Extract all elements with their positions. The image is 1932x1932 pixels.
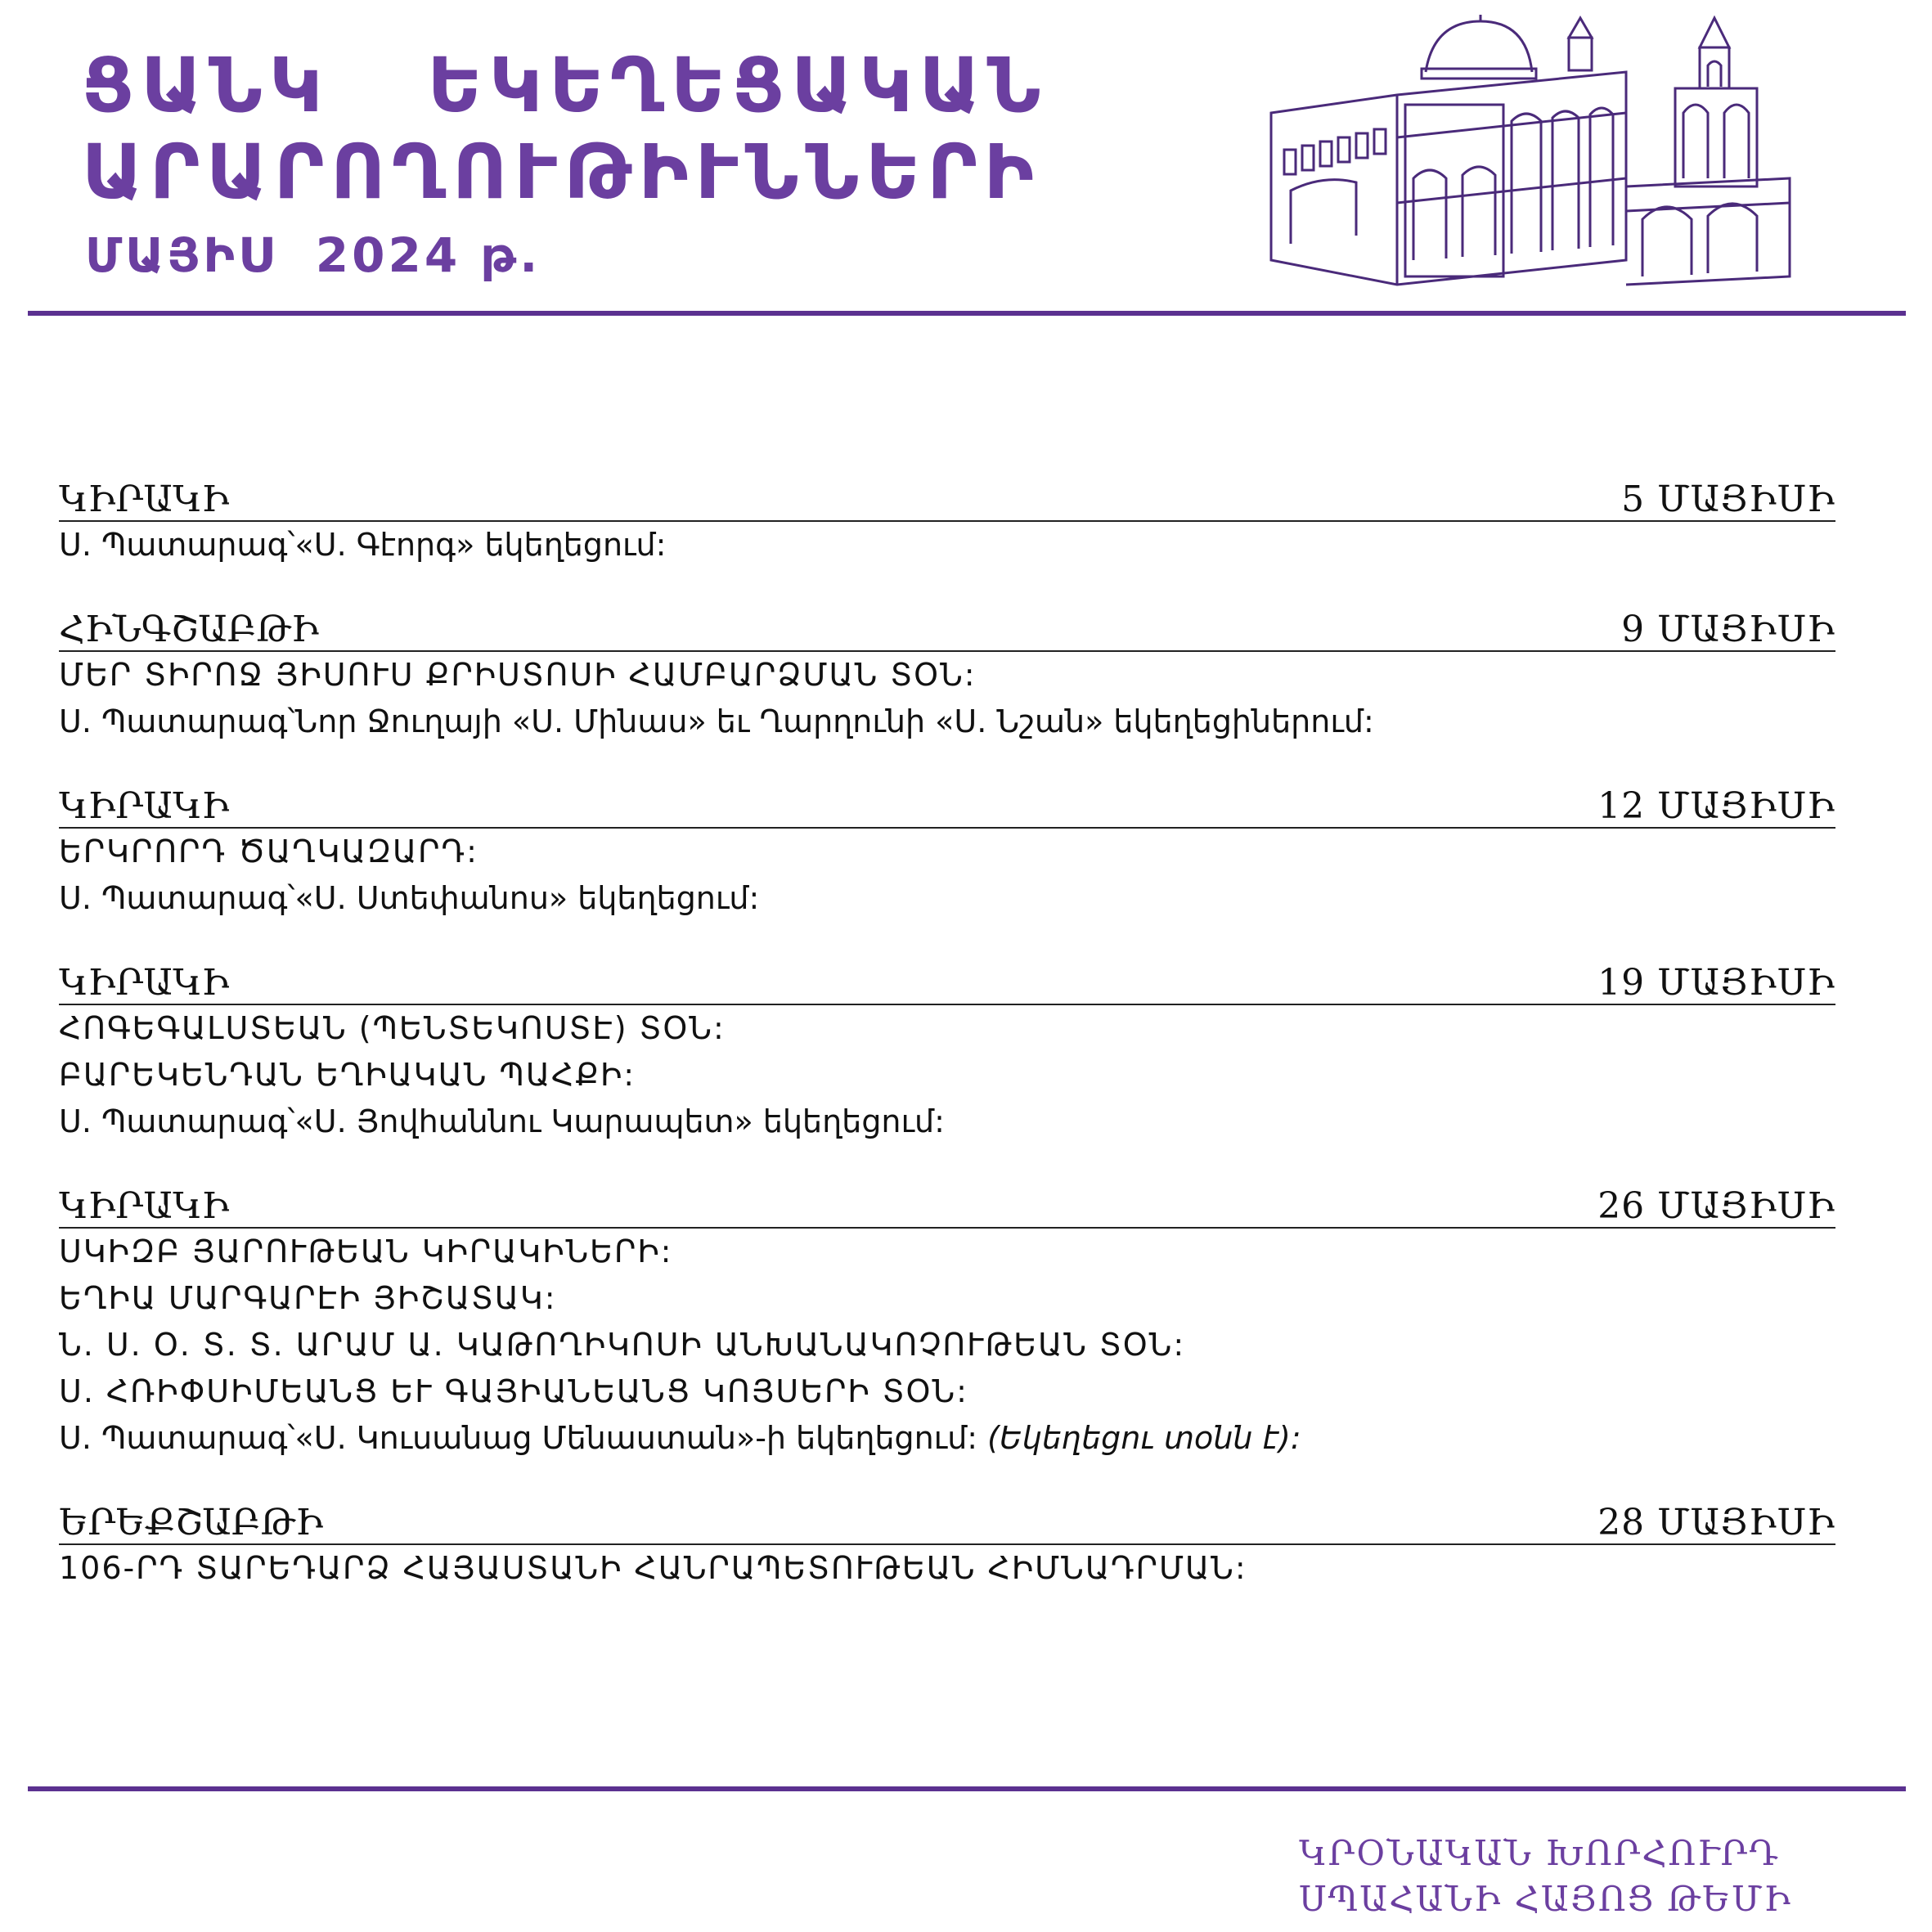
church-illustration [1266, 15, 1798, 294]
event-day: ԿԻՐԱԿԻ [59, 1185, 230, 1227]
event-header [59, 1496, 1835, 1545]
event-line-text: Ս. Պատարագ՝Նոր Ջուղայի «Ս. Մինաս» եւ Ղարղունի «Ս. Նշան» եկեղեցիներում: [59, 703, 1374, 739]
event-line-text: ԵՐԿՐՈՐԴ ԾԱՂԿԱԶԱՐԴ: [59, 833, 479, 869]
event-line-text: Ս. ՀՌԻՓՍԻՄԵԱՆՑ ԵՒ ԳԱՅԻԱՆԵԱՆՑ ԿՈՅՍԵՐԻ ՏՕՆ: [59, 1373, 968, 1409]
event-date: 26 ՄԱՅԻՍԻ [1597, 1185, 1835, 1227]
event-header [59, 473, 1835, 522]
events-list [59, 473, 1835, 1626]
event-line-text: Ս. Պատարագ՝«Ս. Յովհաննու Կարապետ» եկեղեցում: [59, 1103, 945, 1139]
footer-line-1: ԿՐՕՆԱԿԱՆ ԽՈՐՀՈՒՐԴ [1299, 1833, 1780, 1873]
event-feast-line [59, 1368, 1835, 1415]
event-header [59, 1179, 1835, 1229]
title-line-2: ԱՐԱՐՈՂՈՒԹԻՒՆՆԵՐԻ [82, 128, 1040, 216]
event-liturgy-line [59, 699, 1835, 745]
event-line-text: Ն. Ս. Օ. Տ. Տ. ԱՐԱՄ Ա. ԿԱԹՈՂԻԿՈՍԻ ԱՆԽԱՆԱԿՈՉՈՒԹԵԱՆ ՏՕՆ: [59, 1327, 1186, 1363]
event-feast-line [59, 1229, 1835, 1275]
event-header [59, 956, 1835, 1005]
page-title [82, 43, 1047, 216]
event-date: 5 ՄԱՅԻՍԻ [1621, 479, 1835, 520]
event-line-text: ՍԿԻԶԲ ՅԱՐՈՒԹԵԱՆ ԿԻՐԱԿԻՆԵՐԻ: [59, 1233, 673, 1269]
event-day: ԵՐԵՔՇԱԲԹԻ [59, 1502, 324, 1543]
event-header [59, 603, 1835, 652]
event-line-note: (Եկեղեցու տօնն է): [987, 1420, 1301, 1456]
event-feast-line [59, 652, 1835, 699]
event-entry [59, 780, 1835, 922]
event-day: ՀԻՆԳՇԱԲԹԻ [59, 609, 319, 650]
footer-line-2: ՍՊԱՀԱՆԻ ՀԱՅՈՑ ԹԵՄԻ [1299, 1879, 1792, 1919]
event-feast-line [59, 1322, 1835, 1368]
title-line-1: ՑԱՆԿ ԵԿԵՂԵՑԱԿԱՆ [82, 42, 1048, 129]
event-day: ԿԻՐԱԿԻ [59, 479, 230, 520]
page-subtitle: ՄԱՅԻՍ 2024 թ. [85, 227, 541, 283]
event-date: 28 ՄԱՅԻՍԻ [1597, 1502, 1835, 1543]
event-date: 19 ՄԱՅԻՍԻ [1597, 962, 1835, 1004]
event-feast-line [59, 1052, 1835, 1099]
event-feast-line [59, 1275, 1835, 1322]
event-feast-line [59, 1005, 1835, 1052]
event-liturgy-line [59, 522, 1835, 568]
top-divider [28, 311, 1906, 316]
event-entry [59, 956, 1835, 1145]
event-header [59, 780, 1835, 829]
event-date: 9 ՄԱՅԻՍԻ [1621, 609, 1835, 650]
event-feast-line [59, 829, 1835, 875]
event-line-text: Ս. Պատարագ՝«Ս. Ստեփանոս» եկեղեցում: [59, 880, 760, 916]
event-line-text: Ս. Պատարագ՝«Ս. Գէորգ» եկեղեցում: [59, 527, 667, 563]
event-line-text: ԵՂԻԱ ՄԱՐԳԱՐԷԻ ՅԻՇԱՏԱԿ: [59, 1280, 557, 1316]
event-entry [59, 1496, 1835, 1592]
event-entry [59, 1179, 1835, 1462]
event-liturgy-line [59, 1099, 1835, 1145]
footer-signature [1299, 1831, 1792, 1922]
event-line-text: ԲԱՐԵԿԵՆԴԱՆ ԵՂԻԱԿԱՆ ՊԱՀՔԻ: [59, 1057, 636, 1093]
event-feast-line [59, 1545, 1835, 1592]
event-date: 12 ՄԱՅԻՍԻ [1597, 785, 1835, 827]
event-line-text: Ս. Պատարագ՝«Ս. Կուսանաց Մենաստան»-ի եկեղեցում: [59, 1420, 988, 1456]
event-liturgy-line [59, 1415, 1835, 1462]
event-day: ԿԻՐԱԿԻ [59, 785, 230, 827]
event-line-text: ՀՈԳԵԳԱԼՍՏԵԱՆ (ՊԵՆՏԵԿՈՍՏԷ) ՏՕՆ: [59, 1010, 726, 1046]
bottom-divider [28, 1786, 1906, 1791]
event-entry [59, 473, 1835, 568]
event-entry [59, 603, 1835, 745]
event-liturgy-line [59, 875, 1835, 922]
event-line-text: 106-ՐԴ ՏԱՐԵԴԱՐՁ ՀԱՅԱՍՏԱՆԻ ՀԱՆՐԱՊԵՏՈՒԹԵԱՆ ՀԻՄՆԱԴՐՄԱՆ: [59, 1550, 1247, 1586]
event-day: ԿԻՐԱԿԻ [59, 962, 230, 1004]
event-line-text: ՄԵՐ ՏԻՐՈՋ ՅԻՍՈՒՍ ՔՐԻՍՏՈՍԻ ՀԱՄԲԱՐՁՄԱՆ ՏՕՆ: [59, 657, 977, 693]
